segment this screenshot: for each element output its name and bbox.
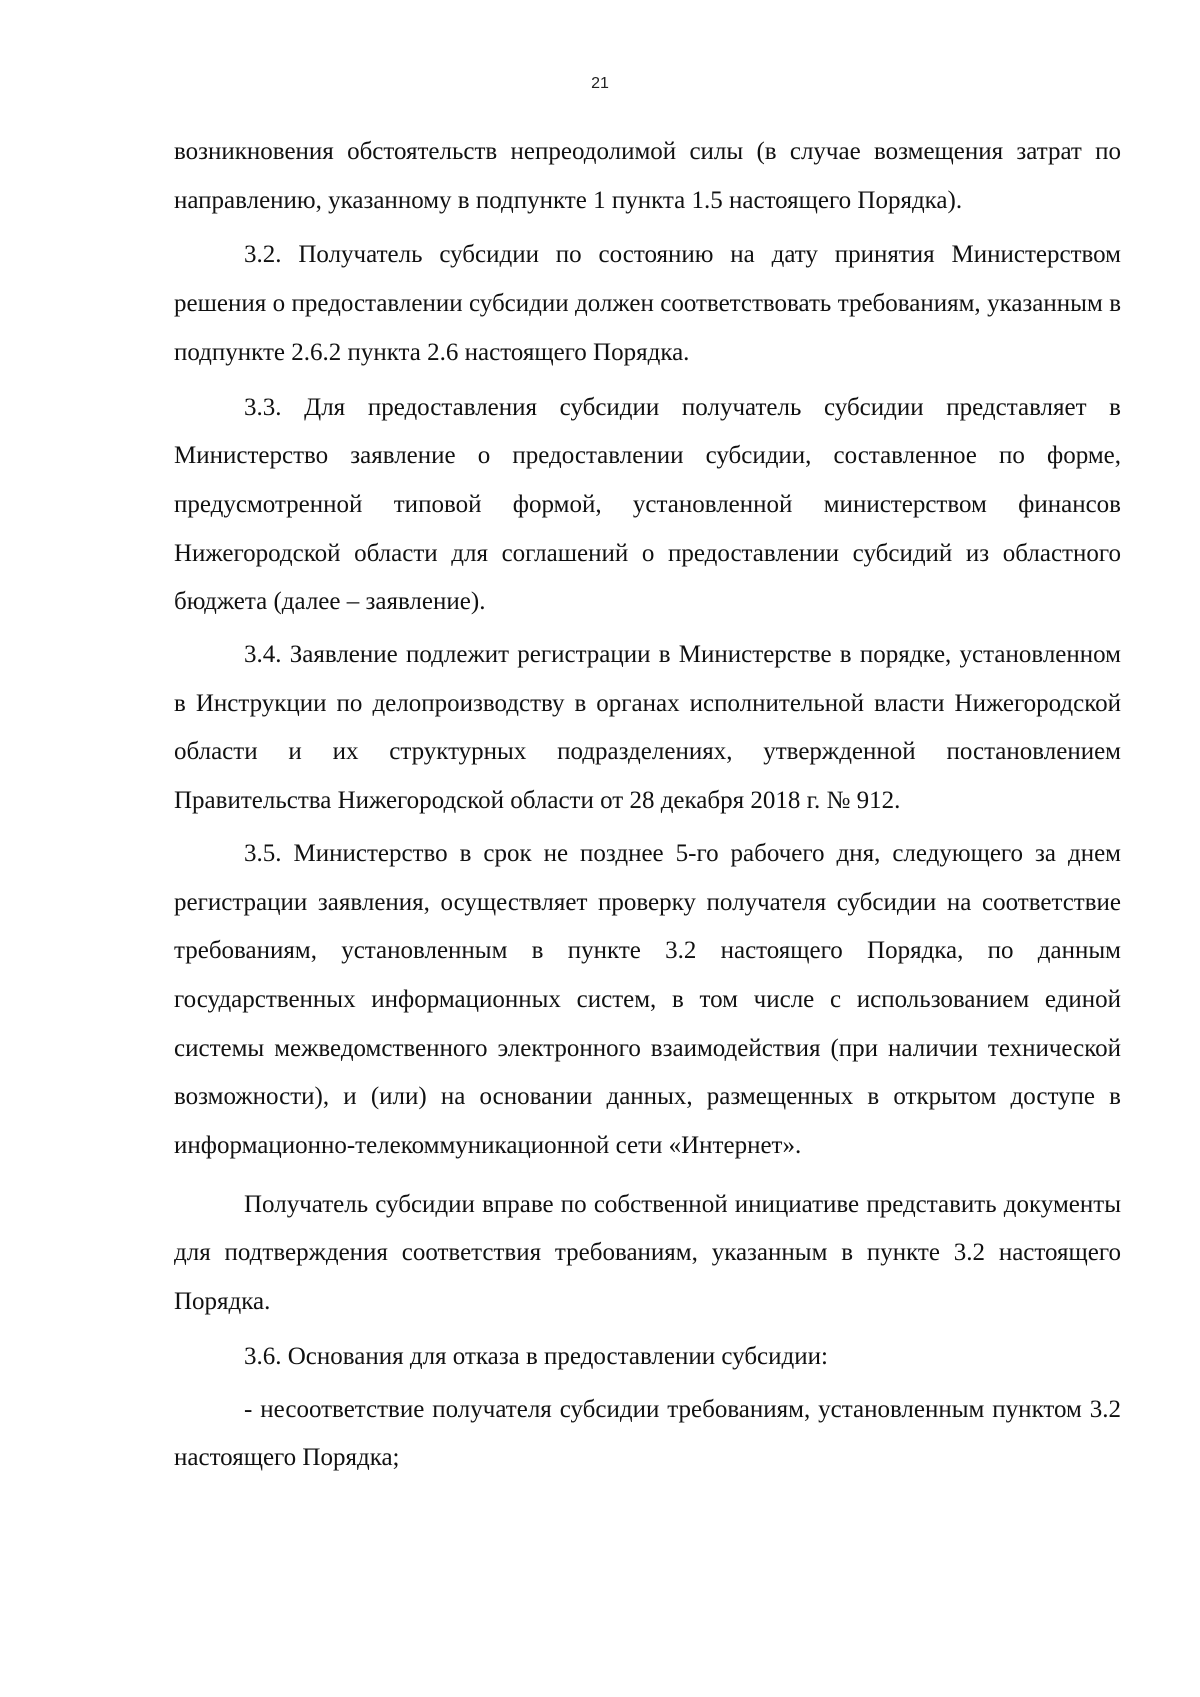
paragraph-recipient-initiative: Получатель субсидии вправе по собственной инициативе представить документы для подтверждения соответствия требованиям, указанным в пункте 3.2 настоящего Порядка.: [174, 1190, 1121, 1316]
paragraph-3-3: 3.3. Для предоставления субсидии получатель субсидии представляет в Министерство заявление о предоставлении субсидии, составленное по форме, предусмотренной типовой формой, установленной министерством финансов Нижегородской области для соглашений о предоставлении субсидий из областного бюджета (далее – заявление).: [174, 393, 1121, 616]
paragraph-3-5: 3.5. Министерство в срок не позднее 5-го рабочего дня, следующего за днем регистрации заявления, осуществляет проверку получателя субсидии на соответствие требованиям, установленным в пункте 3.2 настоящего Порядка, по данным государственных информационных систем, в том числе с использованием единой системы межведомственного электронного взаимодействия (при наличии технической возможности), и (или) на основании данных, размещенных в открытом доступе в информационно-телекоммуникационной сети «Интернет».: [174, 839, 1121, 1160]
page-number: 21: [591, 75, 609, 92]
paragraph-refusal-ground-1: - несоответствие получателя субсидии требованиям, установленным пунктом 3.2 настоящего Порядка;: [174, 1395, 1121, 1472]
paragraph-continuation: возникновения обстоятельств непреодолимой силы (в случае возмещения затрат по направлению, указанному в подпункте 1 пункта 1.5 настоящего Порядка).: [174, 138, 1121, 214]
paragraph-3-6: 3.6. Основания для отказа в предоставлении субсидии:: [244, 1342, 828, 1370]
paragraph-3-4: 3.4. Заявление подлежит регистрации в Министерстве в порядке, установленном в Инструкции по делопроизводству в органах исполнительной власти Нижегородской области и их структурных подразделениях, утвержденной постановлением Правительства Нижегородской области от 28 декабря 2018 г. № 912.: [174, 641, 1121, 815]
document-body: [174, 128, 1121, 1483]
paragraph-3-2: 3.2. Получатель субсидии по состоянию на дату принятия Министерством решения о предоставлении субсидии должен соответствовать требованиям, указанным в подпункте 2.6.2 пункта 2.6 настоящего Порядка.: [174, 241, 1121, 366]
